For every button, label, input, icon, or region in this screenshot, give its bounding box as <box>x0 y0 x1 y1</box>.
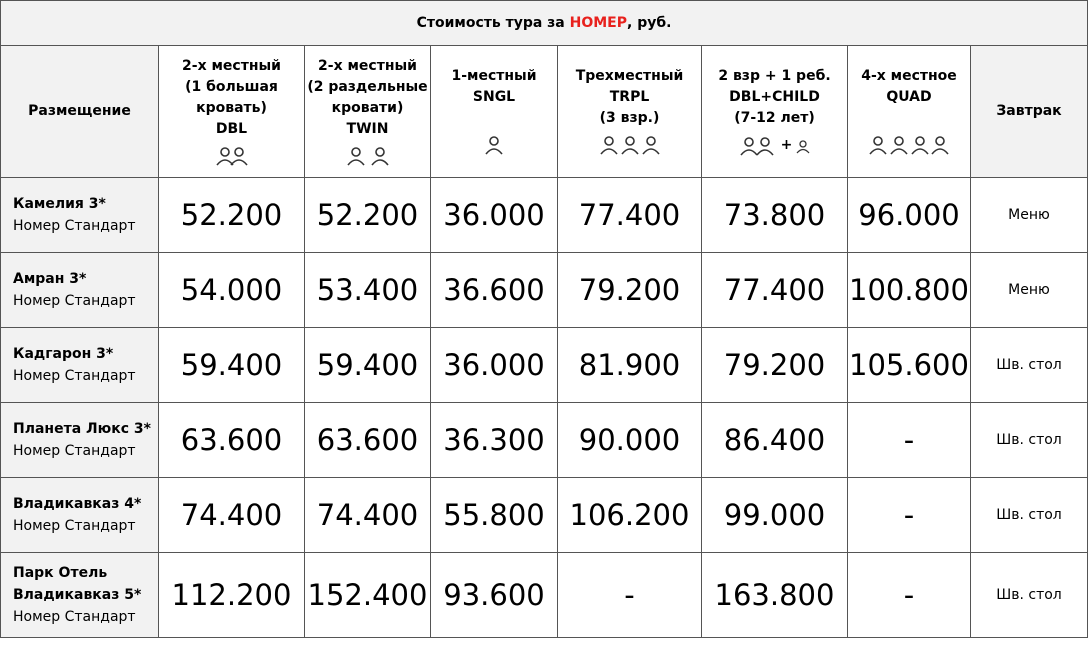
hotel-cell <box>1 553 159 638</box>
hotel-name: Амран 3* <box>13 271 87 287</box>
price-cell: 77.400 <box>702 253 848 328</box>
one-person-icon <box>431 135 557 157</box>
header-quad: 4-х местное QUAD <box>848 46 971 178</box>
price-cell: 59.400 <box>159 328 305 403</box>
hotel-cell <box>1 328 159 403</box>
hotel-cell <box>1 478 159 553</box>
table-row <box>1 403 1088 478</box>
room-type: Номер Стандарт <box>13 609 136 625</box>
price-cell: 63.600 <box>159 403 305 478</box>
price-cell: 79.200 <box>702 328 848 403</box>
price-cell: 73.800 <box>702 178 848 253</box>
hotel-cell <box>1 253 159 328</box>
price-cell: 74.400 <box>159 478 305 553</box>
room-type: Номер Стандарт <box>13 443 136 459</box>
price-cell: 77.400 <box>558 178 702 253</box>
price-cell: 36.000 <box>431 178 558 253</box>
room-type: Номер Стандарт <box>13 293 136 309</box>
table-row <box>1 478 1088 553</box>
header-trpl: Трехместный TRPL (3 взр.) <box>558 46 702 178</box>
price-cell: 81.900 <box>558 328 702 403</box>
price-cell: 53.400 <box>305 253 431 328</box>
price-cell: 163.800 <box>702 553 848 638</box>
breakfast-cell: Шв. стол <box>971 328 1088 403</box>
hotel-name: Парк Отель <box>13 565 108 581</box>
breakfast-cell: Меню <box>971 253 1088 328</box>
title-accent: НОМЕР <box>569 15 627 31</box>
header-dbl: 2-х местный (1 большая кровать) DBL <box>159 46 305 178</box>
price-cell: 63.600 <box>305 403 431 478</box>
header-dbl-child: 2 взр + 1 реб. DBL+CHILD (7-12 лет) + <box>702 46 848 178</box>
price-cell: 79.200 <box>558 253 702 328</box>
hotel-name: Кадгарон 3* <box>13 346 114 362</box>
two-adults-plus-child-icon: + <box>702 135 847 157</box>
price-cell: 36.600 <box>431 253 558 328</box>
price-cell: - <box>848 403 971 478</box>
price-cell: 152.400 <box>305 553 431 638</box>
price-cell: 59.400 <box>305 328 431 403</box>
hotel-cell <box>1 178 159 253</box>
hotel-name: Владикавказ 4* <box>13 496 142 512</box>
breakfast-cell: Шв. стол <box>971 478 1088 553</box>
price-cell: 54.000 <box>159 253 305 328</box>
three-persons-icon <box>558 135 701 157</box>
breakfast-cell: Шв. стол <box>971 553 1088 638</box>
hotel-name: Владикавказ 5* <box>13 587 142 603</box>
price-cell: 99.000 <box>702 478 848 553</box>
price-cell: 105.600 <box>848 328 971 403</box>
table-row <box>1 328 1088 403</box>
price-cell: 52.200 <box>305 178 431 253</box>
price-cell: 86.400 <box>702 403 848 478</box>
price-cell: 96.000 <box>848 178 971 253</box>
table-row <box>1 553 1088 638</box>
price-cell: 52.200 <box>159 178 305 253</box>
table-title: Стоимость тура за НОМЕР, руб. <box>1 1 1088 46</box>
table-row <box>1 253 1088 328</box>
price-cell: 90.000 <box>558 403 702 478</box>
room-type: Номер Стандарт <box>13 368 136 384</box>
price-cell: - <box>848 478 971 553</box>
two-persons-separate-icon <box>305 146 430 168</box>
table-row <box>1 178 1088 253</box>
price-cell: 36.300 <box>431 403 558 478</box>
price-cell: 36.000 <box>431 328 558 403</box>
two-persons-icon <box>159 146 304 168</box>
breakfast-cell: Меню <box>971 178 1088 253</box>
hotel-cell <box>1 403 159 478</box>
hotel-name: Камелия 3* <box>13 196 106 212</box>
price-cell: 100.800 <box>848 253 971 328</box>
room-type: Номер Стандарт <box>13 218 136 234</box>
four-persons-icon <box>848 135 970 157</box>
price-cell: 74.400 <box>305 478 431 553</box>
price-cell: 112.200 <box>159 553 305 638</box>
breakfast-cell: Шв. стол <box>971 403 1088 478</box>
header-sngl: 1-местный SNGL <box>431 46 558 178</box>
hotel-name: Планета Люкс 3* <box>13 421 151 437</box>
price-cell: 93.600 <box>431 553 558 638</box>
header-breakfast: Завтрак <box>971 46 1088 178</box>
price-cell: - <box>848 553 971 638</box>
header-placement: Размещение <box>1 46 159 178</box>
price-cell: 55.800 <box>431 478 558 553</box>
header-twin: 2-х местный (2 раздельные кровати) TWIN <box>305 46 431 178</box>
room-type: Номер Стандарт <box>13 518 136 534</box>
price-cell: - <box>558 553 702 638</box>
price-cell: 106.200 <box>558 478 702 553</box>
